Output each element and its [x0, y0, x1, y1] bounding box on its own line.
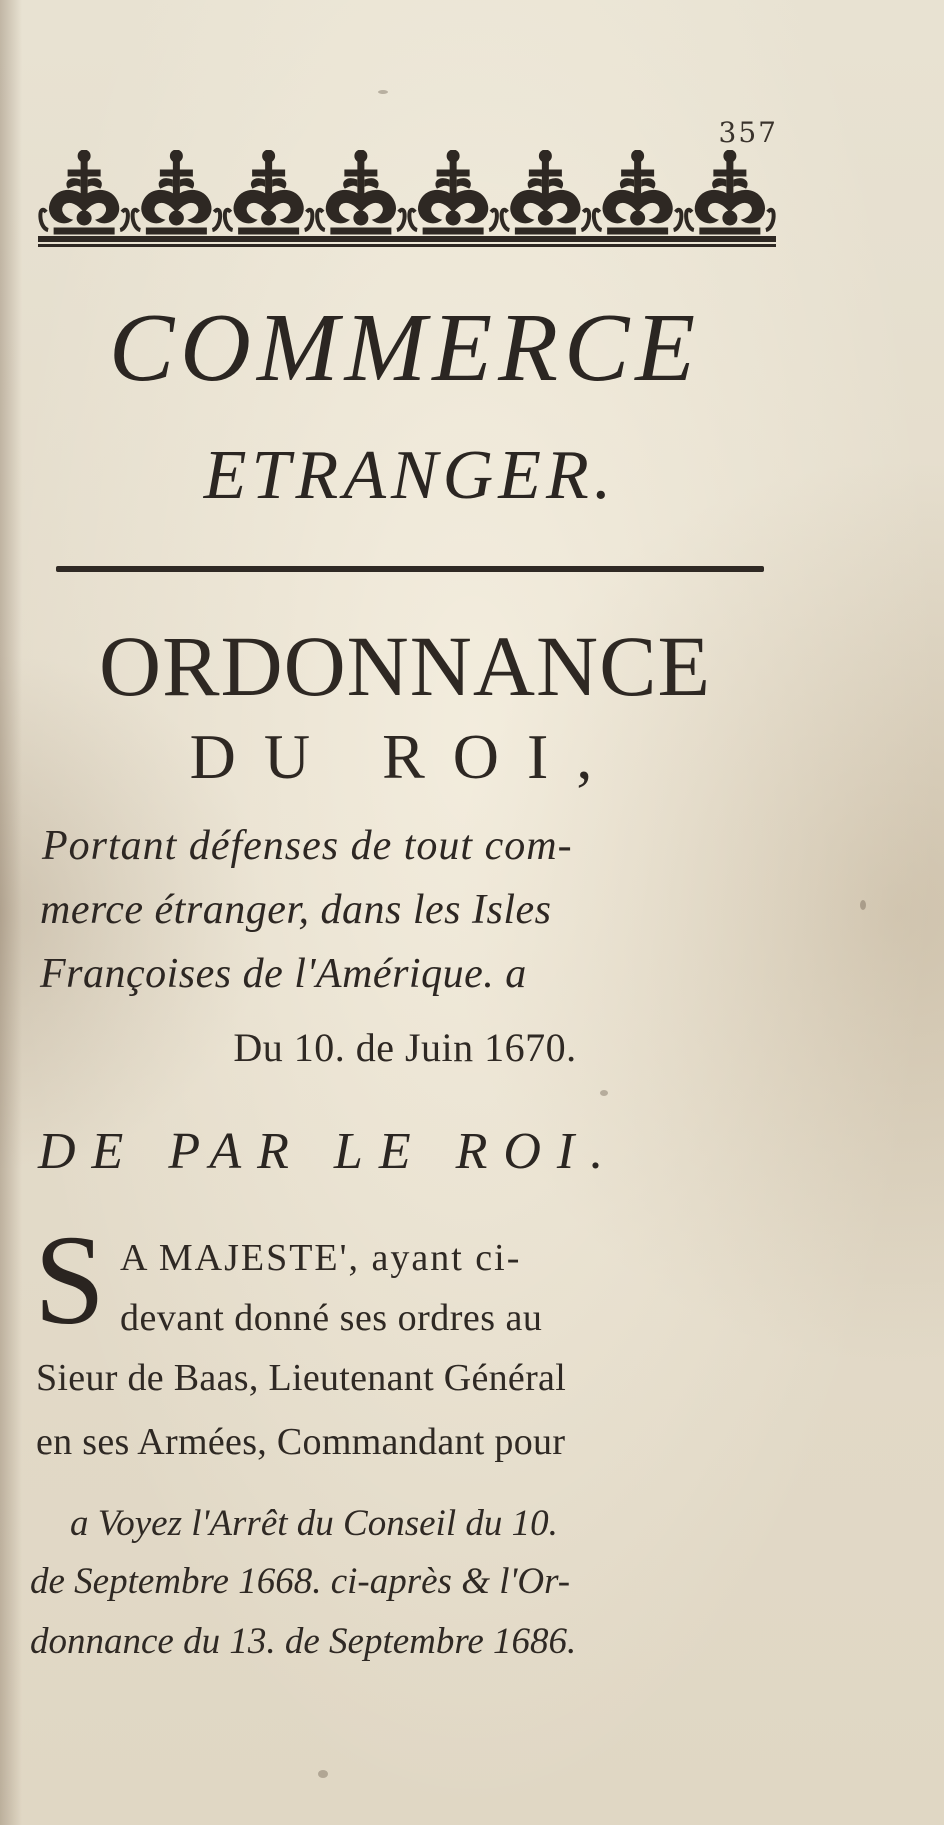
- summary-line: Portant défenses de tout com-: [42, 823, 573, 869]
- paper-speck: [318, 1770, 328, 1778]
- body-line: devant donné ses ordres au: [120, 1297, 543, 1339]
- gutter-shadow: [0, 0, 22, 1825]
- drop-cap: S: [34, 1209, 106, 1351]
- ordonnance-date: Du 10. de Juin 1670.: [233, 1025, 577, 1070]
- body-line: Sieur de Baas, Lieutenant Général: [36, 1357, 567, 1399]
- ordonnance-title: ORDONNANCE: [99, 618, 711, 714]
- paper-speck: [378, 90, 388, 94]
- footnote-line: de Septembre 1668. ci-après & l'Or-: [30, 1561, 571, 1602]
- paper-speck: [860, 900, 866, 910]
- heading-commerce: COMMERCE: [108, 294, 702, 402]
- fleuron-unit: [317, 150, 405, 234]
- proclamation-heading: DE PAR LE ROI.: [38, 1123, 620, 1180]
- fleuron-unit: [409, 150, 497, 234]
- ordonnance-subtitle: DU ROI,: [189, 721, 621, 792]
- fleuron-border-icon: [38, 150, 776, 250]
- paper-speck: [600, 1090, 608, 1096]
- footnote-line: donnance du 13. de Septembre 1686.: [30, 1621, 577, 1662]
- body-line: en ses Armées, Commandant pour: [36, 1421, 566, 1463]
- summary-line: Françoises de l'Amérique. a: [40, 951, 527, 997]
- horizontal-rule: [56, 566, 764, 572]
- footnote-line: a Voyez l'Arrêt du Conseil du 10.: [70, 1503, 558, 1544]
- summary-line: merce étranger, dans les Isles: [40, 887, 552, 933]
- page-number: 357: [718, 116, 778, 149]
- fleuron-unit: [686, 150, 774, 234]
- fleuron-unit: [594, 150, 682, 234]
- fleuron-unit: [502, 150, 590, 234]
- fleuron-unit: [133, 150, 221, 234]
- heading-etranger: ETRANGER.: [203, 437, 617, 514]
- fleuron-unit: [225, 150, 313, 234]
- fleuron-unit: [40, 150, 128, 234]
- body-line: A MAJESTE', ayant ci-: [120, 1237, 522, 1279]
